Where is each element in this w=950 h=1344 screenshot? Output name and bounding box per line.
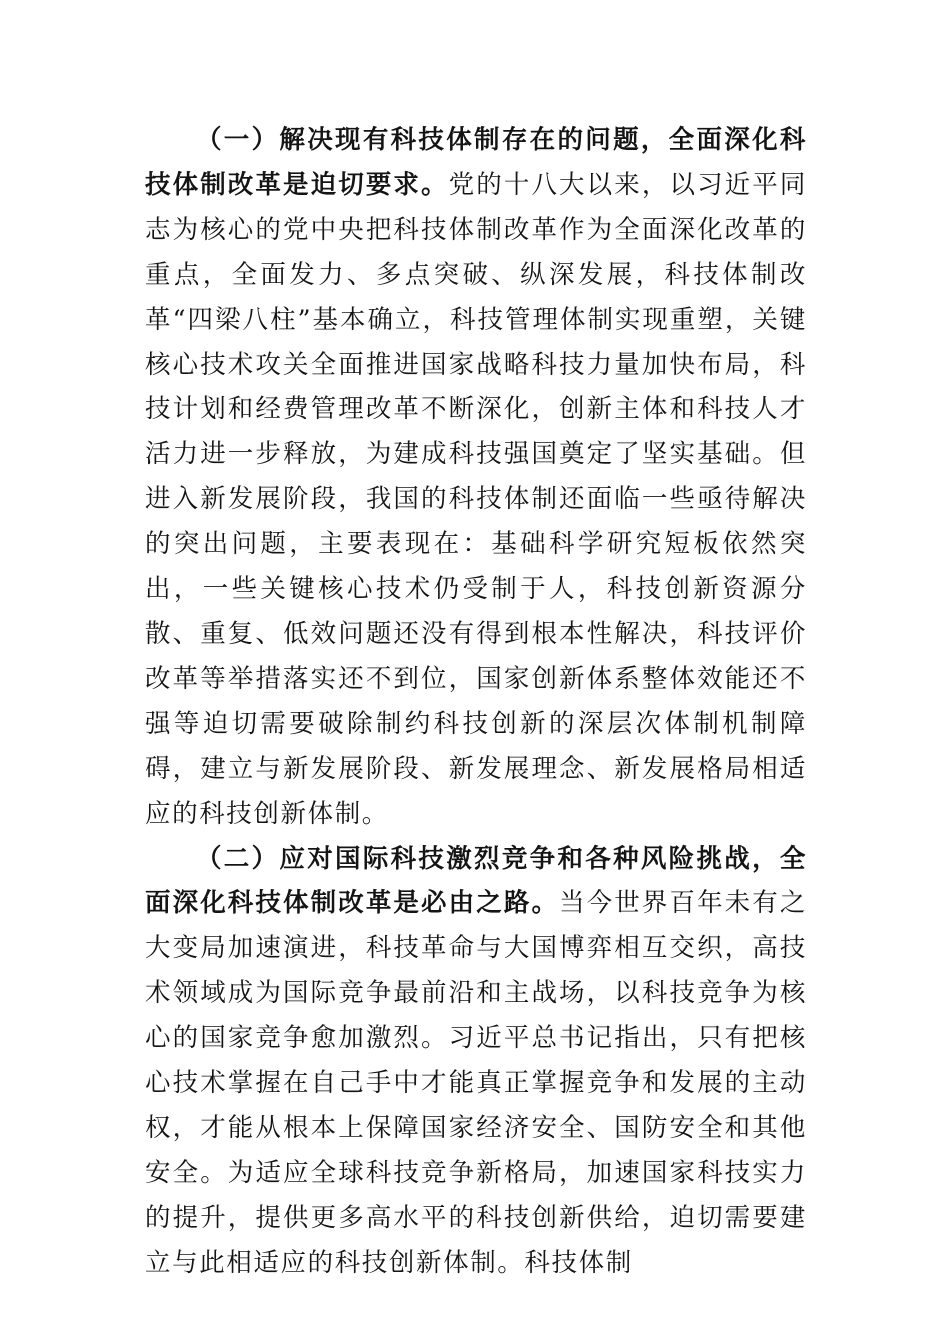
paragraph-2-text: 当今世界百年未有之大变局加速演进，科技革命与大国博弈相互交织，高技术领域成为国际竞争最前沿和主战场，以科技竞争为核心的国家竞争愈加激烈。习近平总书记指出，只有把核心技术掌握在自己手中才能真正掌握竞争和发展的主动权，才能从根本上保障国家经济安全、国防安全和其他安全。为适应全球科技竞争新格局，加速国家科技实力的提升，提供更多高水平的科技创新供给，迫切需要建立与此相适应的科技创新体制。科技体制 xyxy=(145,888,807,1278)
paragraph-2 xyxy=(145,837,807,1286)
paragraph-1-text: 党的十八大以来，以习近平同志为核心的党中央把科技体制改革作为全面深化改革的重点，全面发力、多点突破、纵深发展，科技体制改革“四梁八柱”基本确立，科技管理体制实现重塑，关键核心技术攻关全面推进国家战略科技力量加快布局，科技计划和经费管理改革不断深化，创新主体和科技人才活力进一步释放，为建成科技强国奠定了坚实基础。但进入新发展阶段，我国的科技体制还面临一些亟待解决的突出问题，主要表现在：基础科学研究短板依然突出，一些关键核心技术仍受制于人，科技创新资源分散、重复、低效问题还没有得到根本性解决，科技评价改革等举措落实还不到位，国家创新体系整体效能还不强等迫切需要破除制约科技创新的深层次体制机制障碍，建立与新发展阶段、新发展理念、新发展格局相适应的科技创新体制。 xyxy=(145,169,807,829)
paragraph-2-heading: （二）应对国际科技激烈竞争和各种风险挑战，全面深化科技体制改革是必由之路。 xyxy=(145,843,807,919)
paragraph-1 xyxy=(145,118,807,837)
paragraph-1-heading: （一）解决现有科技体制存在的问题，全面深化科技体制改革是迫切要求。 xyxy=(145,125,807,200)
document-body xyxy=(145,118,807,1286)
